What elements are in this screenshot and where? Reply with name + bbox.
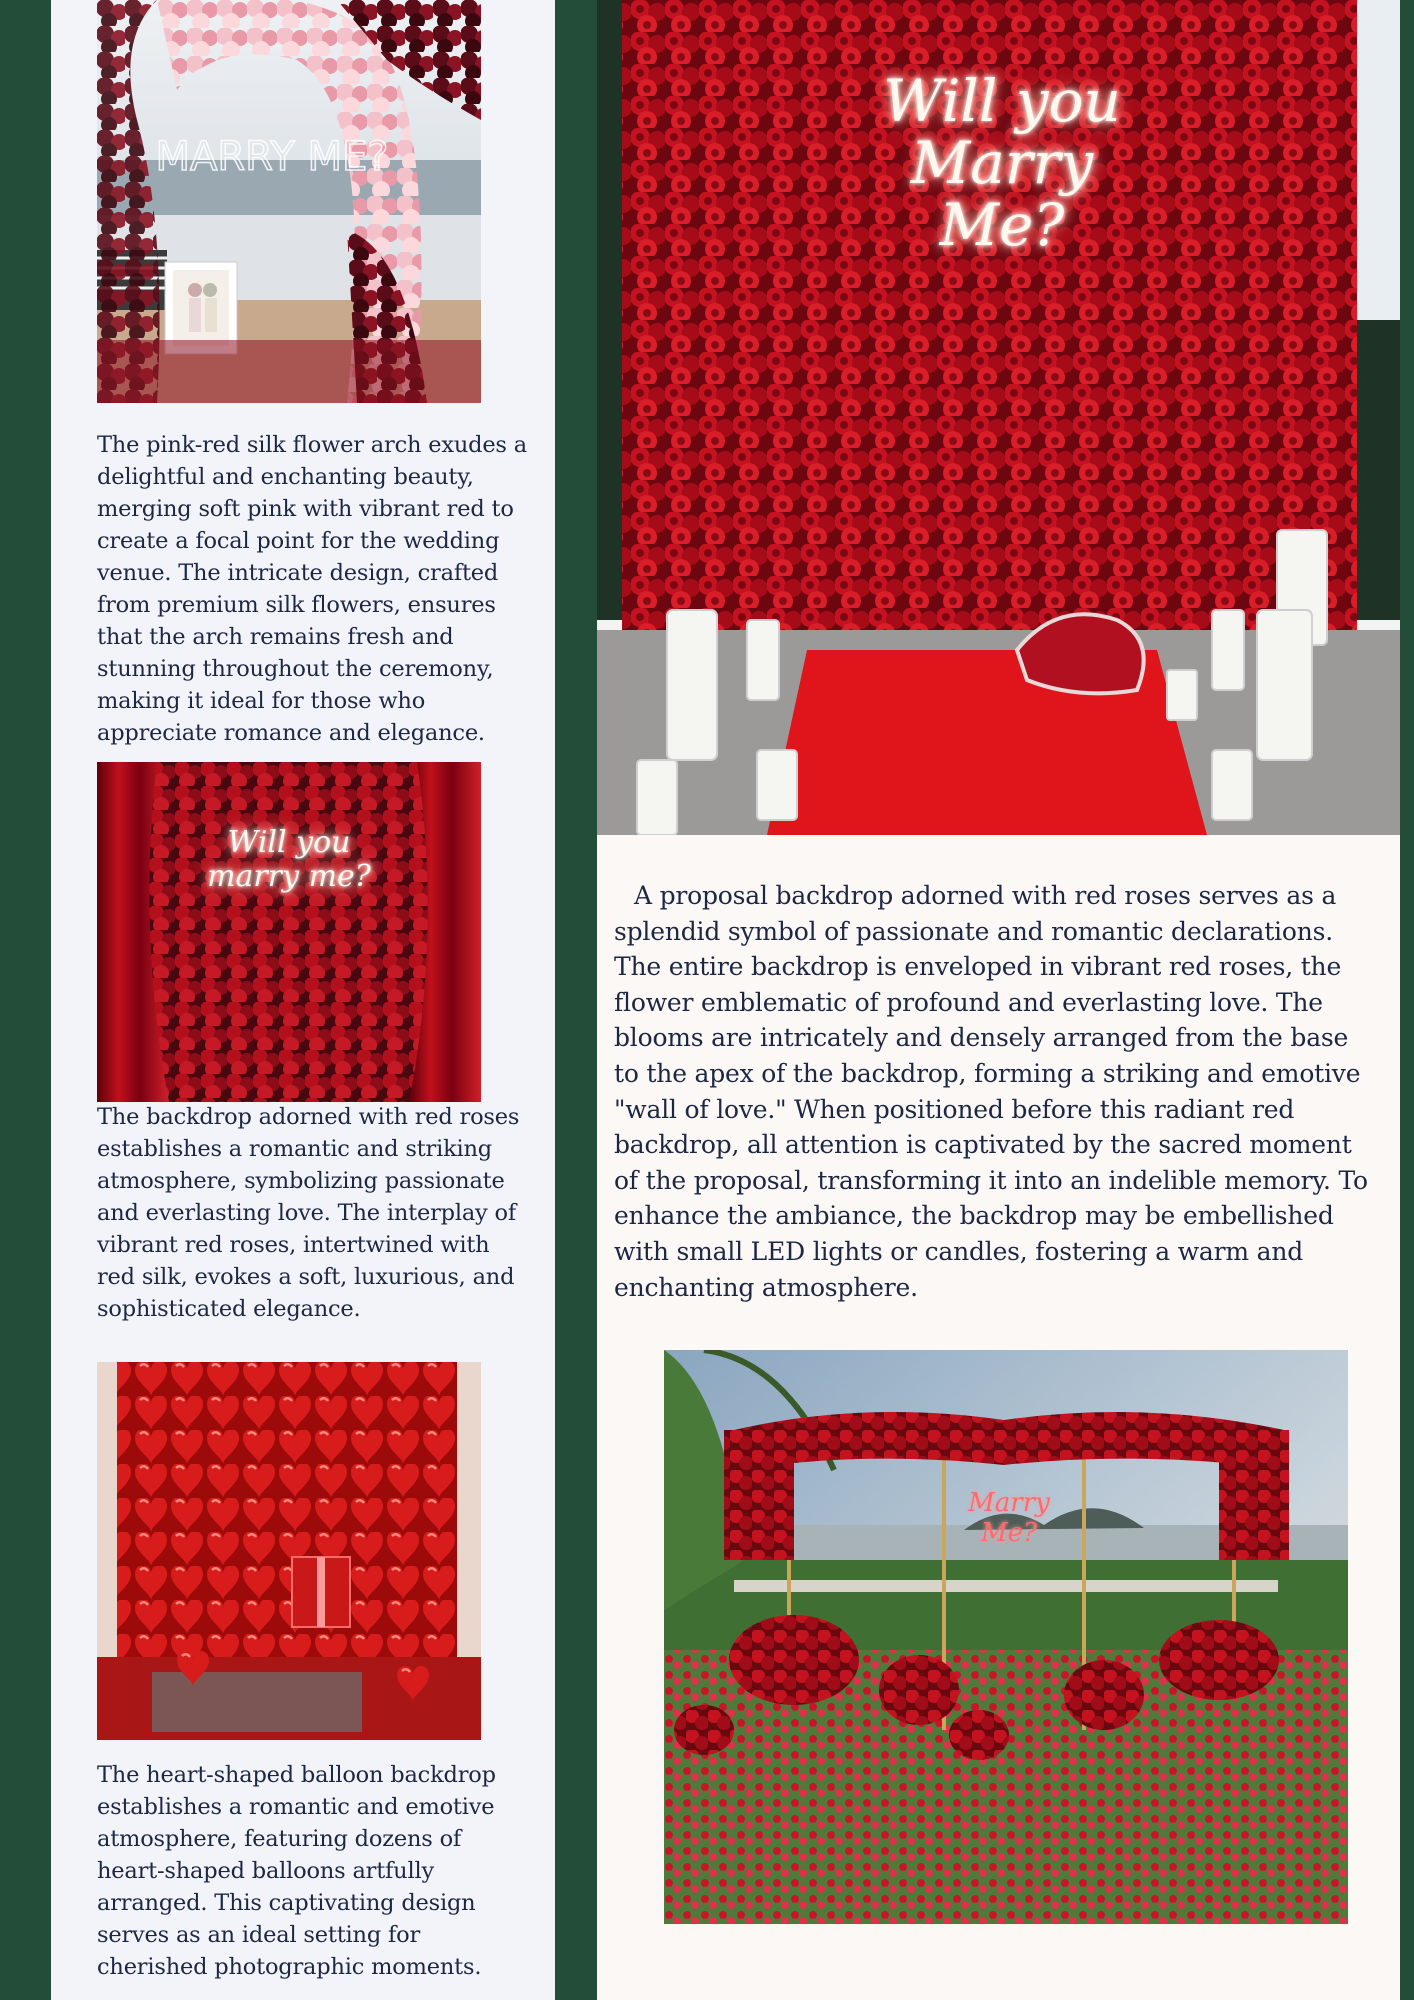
rose-curtain-backdrop-photo [97, 762, 481, 1102]
flower-arch-photo [97, 0, 481, 403]
flower-arch-caption: The pink-red silk flower arch exudes a delightful and enchanting beauty, merging soft pink with vibrant red to create a focal point for the wedding venue. The intricate design, crafted from premium silk flowers, ensures that the arch remains fresh and stunning throughout the ceremony, making it ideal for those who appreciate romance and elegance. [97, 432, 527, 746]
neon-sign-line-2: marry me? [207, 859, 371, 894]
neon-sign [197, 826, 381, 894]
heart-balloon-caption: The heart-shaped balloon backdrop establishes a romantic and emotive atmosphere, featuring dozens of heart-shaped balloons artfully arranged. This captivating design serves as an ideal setting for cherished photographic moments. [97, 1762, 496, 1980]
outdoor-neon-line-2: Me? [981, 1518, 1037, 1548]
rose-wall-description: A proposal backdrop adorned with red roses serves as a splendid symbol of passionate and romantic declarations. The entire backdrop is enveloped in vibrant red roses, the flower emblematic of profound and everlasting love. The blooms are intricately and densely arranged from the base to the apex of the backdrop, forming a striking and emotive "wall of love." When positioned before this radiant red backdrop, all attention is captivated by the sacred moment of the proposal, transforming it into an indelible memory. To enhance the ambiance, the backdrop may be embellished with small LED lights or candles, fostering a warm and enchanting atmosphere. [614, 881, 1368, 1302]
neon-sign-line-1: Will you [227, 825, 351, 860]
outdoor-neon-sign [954, 1488, 1064, 1548]
hero-neon-sign [852, 67, 1152, 259]
hero-neon-line-2: Marry Me? [910, 129, 1094, 259]
hero-neon-line-1: Will you [883, 67, 1121, 135]
heart-balloon-backdrop-photo [97, 1362, 481, 1740]
outdoor-neon-line-1: Marry [968, 1488, 1050, 1518]
outdoor-rose-arch-photo [664, 1350, 1348, 1924]
rose-wall-hero-photo [597, 0, 1400, 835]
arch-sign-text: MARRY ME? [155, 134, 389, 180]
rose-curtain-caption: The backdrop adorned with red roses establishes a romantic and striking atmosphere, symbolizing passionate and everlasting love. The interplay of vibrant red roses, intertwined with red silk, evokes a soft, luxurious, and sophisticated elegance. [97, 1104, 520, 1322]
